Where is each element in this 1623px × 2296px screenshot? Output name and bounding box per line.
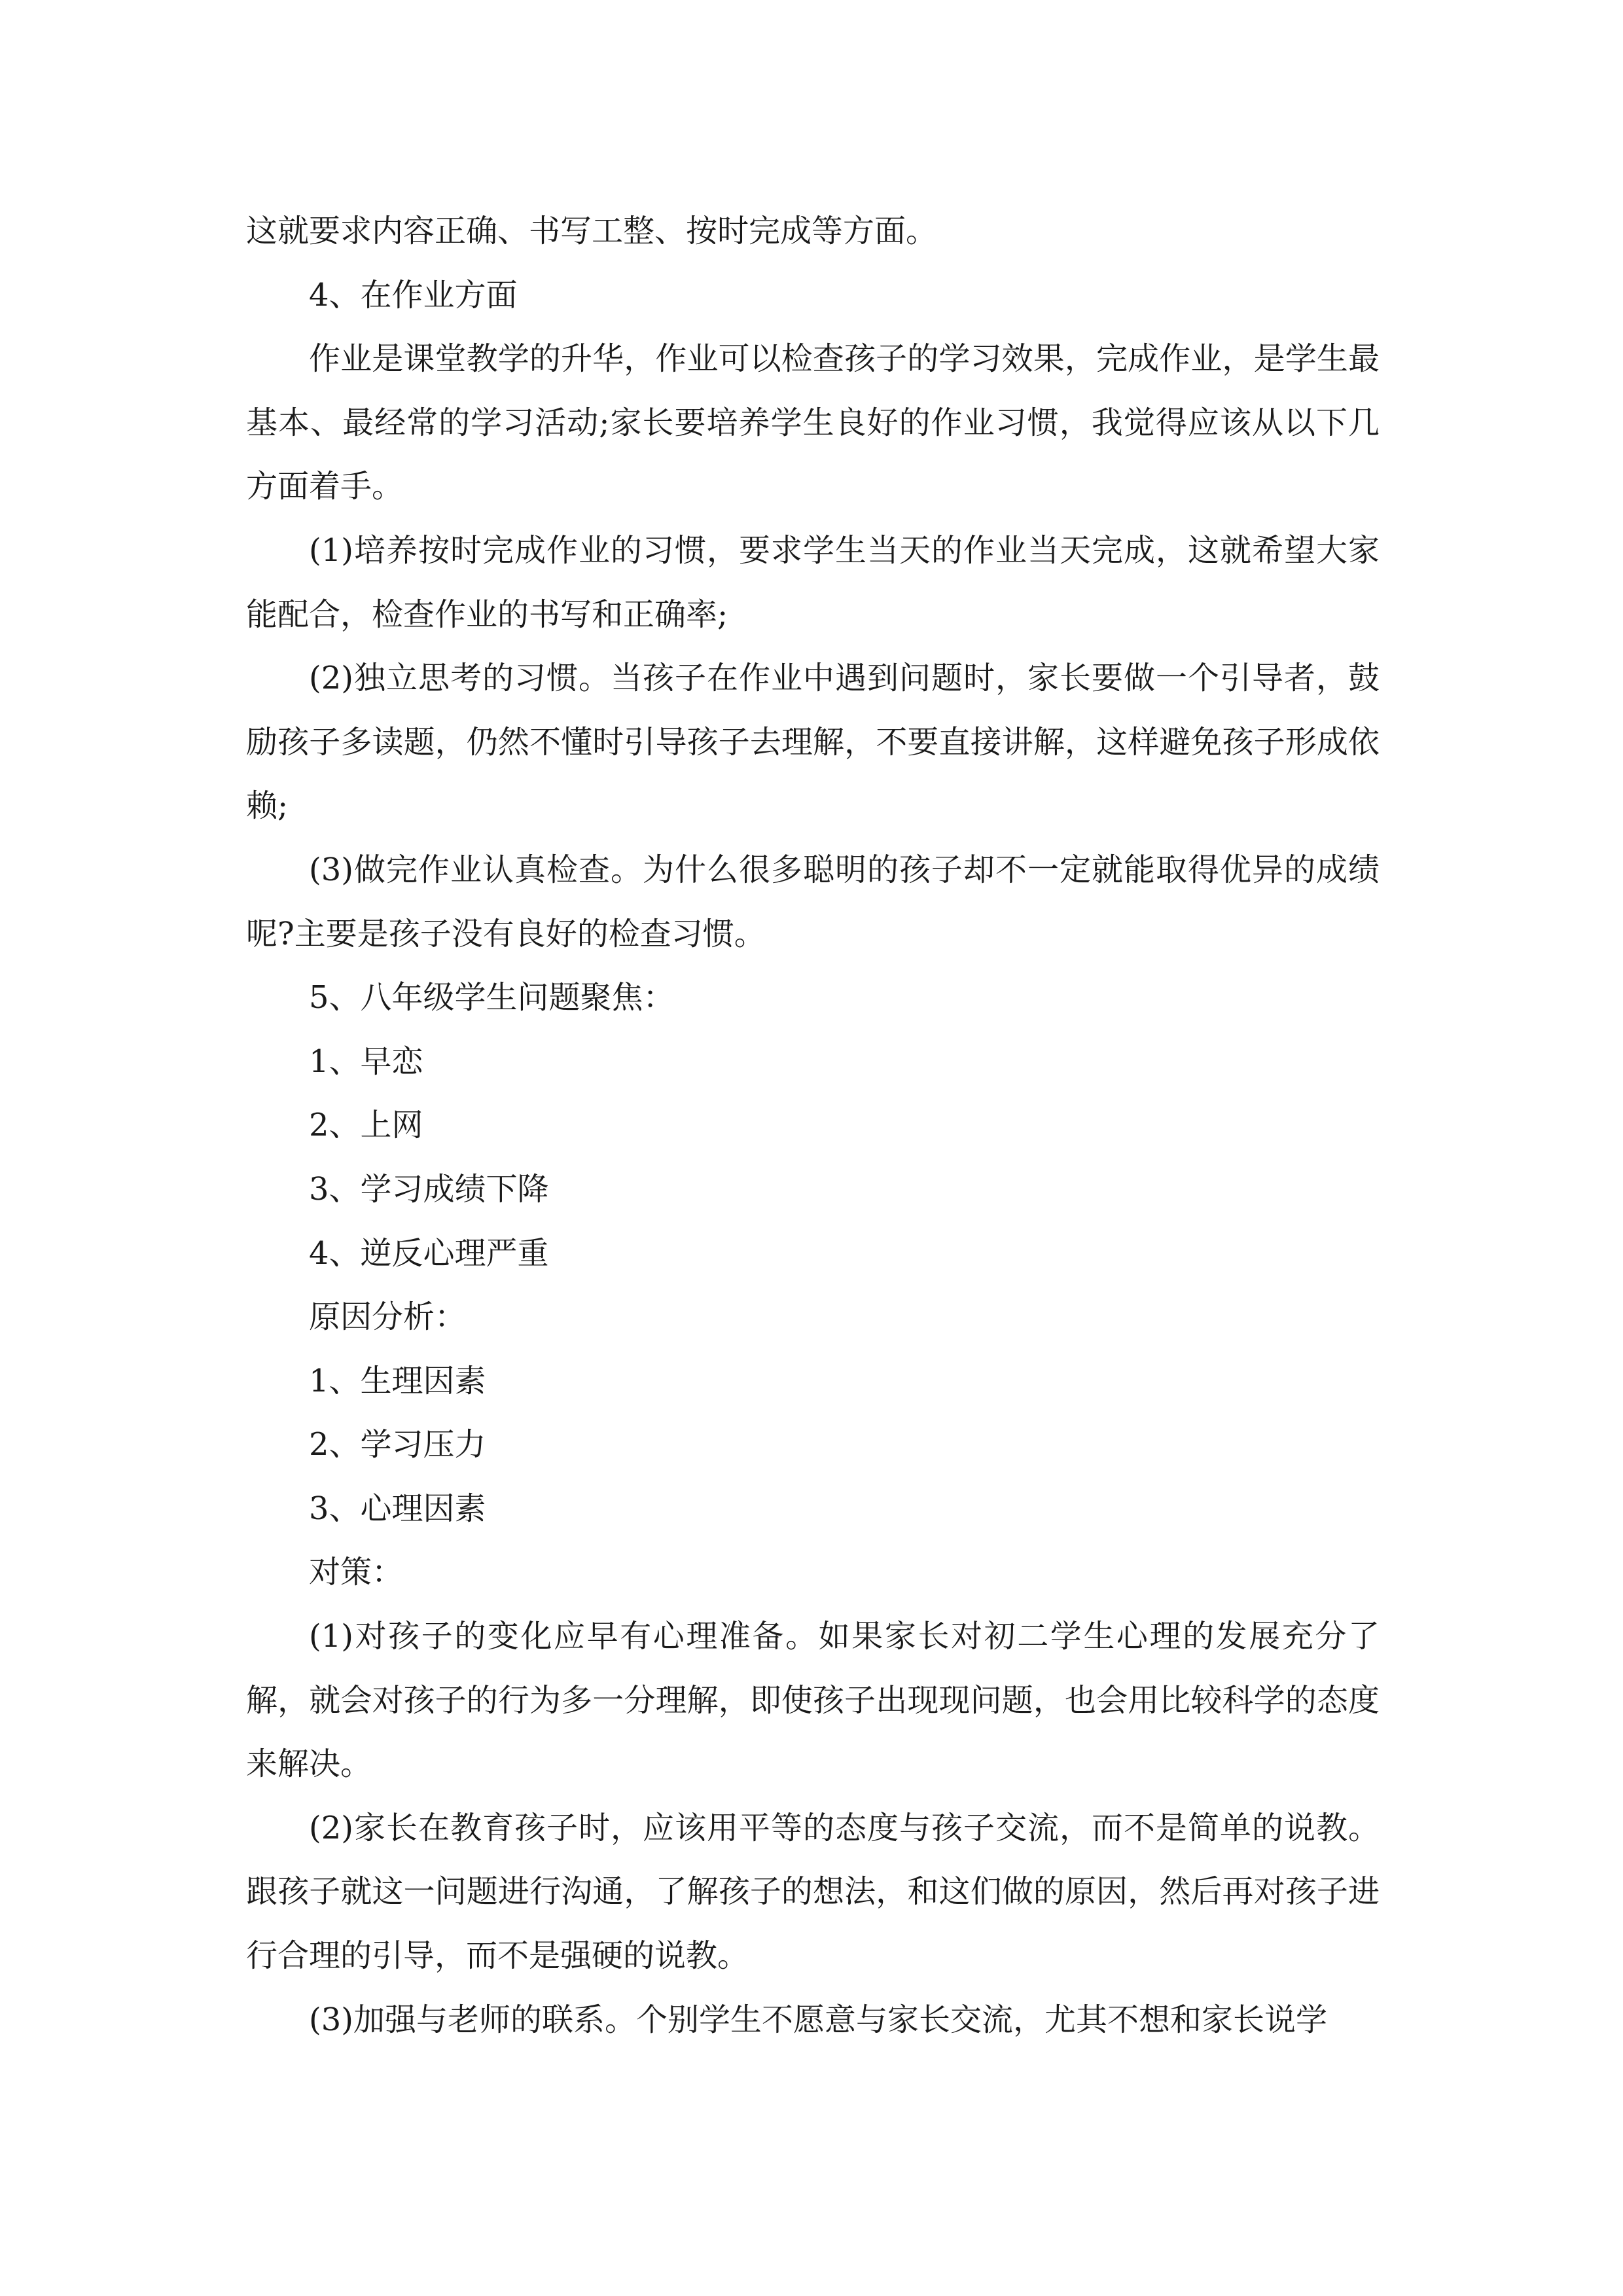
list-item: 1、早恋 bbox=[309, 1043, 423, 1080]
section-heading-causes: 原因分析： bbox=[309, 1299, 467, 1336]
paragraph: 这就要求内容正确、书写工整、按时完成等方面。 bbox=[246, 213, 938, 249]
list-item: 2、学习压力 bbox=[309, 1426, 486, 1463]
list-item: (1)对孩子的变化应早有心理准备。如果家长对初二学生心理的发展充分了解，就会对孩子的行为多一分理解，即使孩子出现现问题，也会用比较科学的态度来解决。 bbox=[246, 1618, 1380, 1783]
list-item: 4、逆反心理严重 bbox=[309, 1234, 549, 1272]
document-body bbox=[246, 200, 1380, 2052]
list-item: (2)独立思考的习惯。当孩子在作业中遇到问题时，家长要做一个引导者，鼓励孩子多读题，仍然不懂时引导孩子去理解，不要直接讲解，这样避免孩子形成依赖; bbox=[246, 660, 1380, 825]
list-item: 3、心理因素 bbox=[309, 1490, 486, 1527]
paragraph: 作业是课堂教学的升华，作业可以检查孩子的学习效果，完成作业，是学生最基本、最经常的学习活动;家长要培养学生良好的作业习惯，我觉得应该从以下几方面着手。 bbox=[246, 340, 1380, 505]
list-item: (2)家长在教育孩子时，应该用平等的态度与孩子交流，而不是简单的说教。跟孩子就这一问题进行沟通，了解孩子的想法，和这们做的原因，然后再对孩子进行合理的引导，而不是强硬的说教。 bbox=[246, 1809, 1380, 1975]
list-item: 1、生理因素 bbox=[309, 1362, 486, 1399]
list-item: 3、学习成绩下降 bbox=[309, 1170, 549, 1208]
section-heading-countermeasures: 对策： bbox=[309, 1554, 404, 1591]
section-heading-homework: 4、在作业方面 bbox=[309, 276, 518, 314]
list-item: (3)做完作业认真检查。为什么很多聪明的孩子却不一定就能取得优异的成绩呢?主要是孩子没有良好的检查习惯。 bbox=[246, 851, 1380, 952]
list-item: (3)加强与老师的联系。个别学生不愿意与家长交流，尤其不想和家长说学 bbox=[309, 2001, 1327, 2038]
list-item: (1)培养按时完成作业的习惯，要求学生当天的作业当天完成，这就希望大家能配合，检查作业的书写和正确率; bbox=[246, 531, 1380, 633]
section-heading-problems: 5、八年级学生问题聚焦： bbox=[309, 979, 675, 1016]
list-item: 2、上网 bbox=[309, 1107, 423, 1144]
